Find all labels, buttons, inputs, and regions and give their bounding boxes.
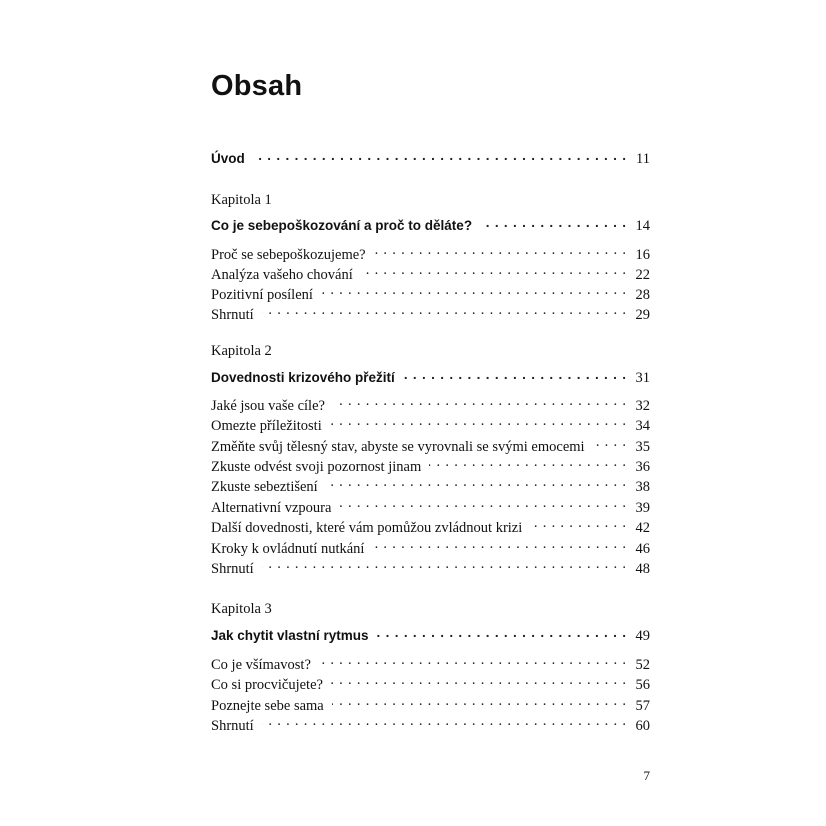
toc-page-number: 52 — [635, 657, 650, 673]
toc-entry-label: Pozitivní posílení — [211, 287, 313, 303]
toc-page-number: 39 — [635, 500, 650, 516]
toc-page-number: 60 — [635, 718, 650, 734]
toc-chapter-heading — [211, 367, 650, 387]
leader-dots — [331, 672, 626, 689]
toc-entry-label: Shrnutí — [211, 307, 254, 323]
leader-dots — [593, 434, 626, 451]
toc-entry-label: Analýza vašeho chování — [211, 267, 353, 283]
toc-chapter-heading — [211, 215, 650, 235]
chapter-number: Kapitola 3 — [211, 601, 272, 617]
chapter-number: Kapitola 1 — [211, 192, 272, 208]
toc-entry-label: Úvod — [211, 151, 245, 166]
toc-entry — [211, 262, 650, 282]
leader-dots — [326, 474, 626, 491]
leader-dots — [361, 262, 626, 279]
toc-entry — [211, 242, 650, 262]
toc-page-number: 42 — [635, 520, 650, 536]
leader-dots — [332, 693, 626, 710]
toc-entry — [211, 652, 650, 672]
toc-page-number: 36 — [635, 459, 650, 475]
leader-dots — [321, 282, 626, 299]
toc-entry — [211, 536, 650, 556]
toc-entry-label: Shrnutí — [211, 561, 254, 577]
leader-dots — [262, 556, 626, 573]
leader-dots — [377, 625, 626, 640]
toc-entry-label: Proč se sebepoškozujeme? — [211, 247, 366, 263]
chapter-number: Kapitola 2 — [211, 343, 272, 359]
toc-entry-label: Jaké jsou vaše cíle? — [211, 398, 325, 414]
leader-dots — [262, 302, 626, 319]
toc-page-number: 31 — [635, 370, 650, 386]
toc-entry — [211, 693, 650, 713]
toc-entry — [211, 282, 650, 302]
toc-page-number: 46 — [635, 541, 650, 557]
toc-entry — [211, 515, 650, 535]
toc-page-number: 14 — [635, 218, 650, 234]
toc-entry-label: Další dovednosti, které vám pomůžou zvládnout krizi — [211, 520, 523, 536]
toc-entry-label: Změňte svůj tělesný stav, abyste se vyrovnali se svými emocemi — [211, 439, 585, 455]
leader-dots — [403, 367, 626, 382]
page-number: 7 — [643, 768, 650, 783]
leader-dots — [372, 536, 626, 553]
toc-entry — [211, 454, 650, 474]
toc-entry-label: Co je sebepoškozování a proč to děláte? — [211, 218, 473, 233]
toc-entry — [211, 672, 650, 692]
toc-page-number: 35 — [635, 439, 650, 455]
toc-entry — [211, 713, 650, 733]
toc-entry-label: Zkuste odvést svoji pozornost jinam — [211, 459, 422, 475]
toc-page-number: 28 — [635, 287, 650, 303]
toc-page-number: 49 — [635, 628, 650, 644]
toc-entry-label: Alternativní vzpoura — [211, 500, 332, 516]
leader-dots — [480, 215, 626, 230]
toc-entry — [211, 434, 650, 454]
toc-entry — [211, 474, 650, 494]
toc-entry-label: Zkuste sebeztišení — [211, 479, 318, 495]
toc-entry-label: Kroky k ovládnutí nutkání — [211, 541, 365, 557]
toc-page-number: 29 — [635, 307, 650, 323]
toc-entry-label: Poznejte sebe sama — [211, 698, 324, 714]
toc-page-number: 32 — [635, 398, 650, 414]
leader-dots — [333, 393, 626, 410]
toc-page-number: 56 — [635, 677, 650, 693]
leader-dots — [319, 652, 626, 669]
toc-page-number: 11 — [636, 151, 650, 167]
leader-dots — [429, 454, 626, 471]
toc-page-number: 34 — [635, 418, 650, 434]
leader-dots — [339, 495, 626, 512]
toc-page-number: 57 — [635, 698, 650, 714]
toc-entry-label: Co je všímavost? — [211, 657, 311, 673]
toc-page-number: 22 — [635, 267, 650, 283]
toc-page-number: 38 — [635, 479, 650, 495]
toc-entry — [211, 302, 650, 322]
toc-entry — [211, 495, 650, 515]
toc-entry-label: Co si procvičujete? — [211, 677, 323, 693]
toc-entry — [211, 556, 650, 576]
toc-chapter-heading — [211, 625, 650, 645]
toc-entry — [211, 413, 650, 433]
toc-entry-label: Jak chytit vlastní rytmus — [211, 628, 369, 643]
leader-dots — [253, 148, 626, 163]
toc-entry-label: Dovednosti krizového přežití — [211, 370, 395, 385]
leader-dots — [262, 713, 626, 730]
toc-entry-label: Omezte příležitosti — [211, 418, 322, 434]
toc-page-number: 16 — [635, 247, 650, 263]
leader-dots — [374, 242, 626, 259]
toc-entry-label: Shrnutí — [211, 718, 254, 734]
leader-dots — [530, 515, 626, 532]
toc-intro-row — [211, 148, 650, 168]
toc-page-number: 48 — [635, 561, 650, 577]
page-title: Obsah — [211, 70, 303, 102]
leader-dots — [330, 413, 626, 430]
toc-entry — [211, 393, 650, 413]
